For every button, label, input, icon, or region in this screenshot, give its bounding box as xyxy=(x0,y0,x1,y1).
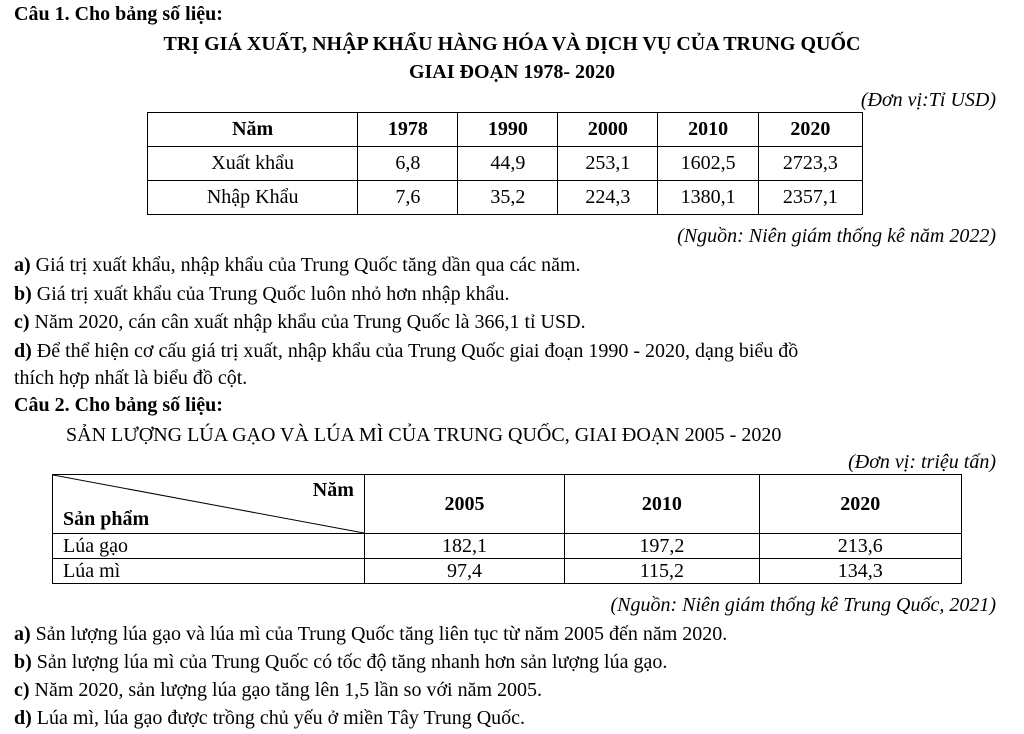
table-row xyxy=(53,559,962,584)
row-label: Lúa mì xyxy=(53,559,365,584)
statement-text: Để thể hiện cơ cấu giá trị xuất, nhập khẩu của Trung Quốc giai đoạn 1990 - 2020, dạng biểu đồ xyxy=(31,340,799,362)
q1-statement-a xyxy=(14,253,581,277)
header-year-label: Năm xyxy=(312,479,354,501)
statement-text: Giá trị xuất khẩu của Trung Quốc luôn nhỏ hơn nhập khẩu. xyxy=(31,283,510,305)
q1-source: (Nguồn: Niên giám thống kê năm 2022) xyxy=(677,225,996,247)
table-cell: 134,3 xyxy=(759,559,961,584)
table-cell: 44,9 xyxy=(458,147,558,181)
statement-text: Năm 2020, sản lượng lúa gạo tăng lên 1,5 lần so với năm 2005. xyxy=(29,679,543,701)
row-label: Nhập Khẩu xyxy=(148,181,358,215)
q2-title: SẢN LƯỢNG LÚA GẠO VÀ LÚA MÌ CỦA TRUNG QUỐC, GIAI ĐOẠN 2005 - 2020 xyxy=(66,424,782,446)
statement-text: Lúa mì, lúa gạo được trồng chủ yếu ở miền Tây Trung Quốc. xyxy=(31,707,526,729)
row-label: Xuất khẩu xyxy=(148,147,358,181)
statement-text: Giá trị xuất khẩu, nhập khẩu của Trung Quốc tăng dần qua các năm. xyxy=(30,254,581,276)
statement-text: Năm 2020, cán cân xuất nhập khẩu của Trung Quốc là 366,1 tỉ USD. xyxy=(29,311,586,333)
diagonal-header-cell xyxy=(53,475,365,534)
q1-statement-c xyxy=(14,310,586,334)
q2-statement-d xyxy=(14,706,525,730)
statement-label: b) xyxy=(14,651,32,673)
table-cell: 182,1 xyxy=(364,534,564,559)
table-cell: 224,3 xyxy=(558,181,658,215)
statement-label: d) xyxy=(14,707,32,729)
table-cell: 6,8 xyxy=(358,147,458,181)
q2-statement-c xyxy=(14,678,542,702)
table-cell: 253,1 xyxy=(558,147,658,181)
header-cell: 2000 xyxy=(558,113,658,147)
header-cell: 2010 xyxy=(658,113,758,147)
table-row xyxy=(148,147,863,181)
q1-statement-d-cont: thích hợp nhất là biểu đồ cột. xyxy=(14,367,248,389)
header-cell: 2010 xyxy=(565,475,759,534)
statement-label: a) xyxy=(14,254,31,276)
statement-label: c) xyxy=(14,311,30,333)
table-cell: 1602,5 xyxy=(658,147,758,181)
table-cell: 2723,3 xyxy=(758,147,862,181)
row-label: Lúa gạo xyxy=(53,534,365,559)
table-row xyxy=(53,534,962,559)
table-cell: 97,4 xyxy=(364,559,564,584)
statement-label: a) xyxy=(14,623,31,645)
header-cell: 1990 xyxy=(458,113,558,147)
q2-heading: Câu 2. Cho bảng số liệu: xyxy=(14,394,223,416)
table-header-row xyxy=(53,475,962,534)
q1-title-line2: GIAI ĐOẠN 1978- 2020 xyxy=(408,61,616,83)
q1-data-table xyxy=(147,112,863,215)
table-row xyxy=(148,181,863,215)
q1-unit: (Đơn vị:Tỉ USD) xyxy=(860,89,996,111)
q2-source: (Nguồn: Niên giám thống kê Trung Quốc, 2021) xyxy=(610,594,996,616)
q2-statement-a xyxy=(14,622,727,646)
table-cell: 197,2 xyxy=(565,534,759,559)
q1-statement-d xyxy=(14,339,798,363)
header-cell: Năm xyxy=(148,113,358,147)
statement-text: Sản lượng lúa gạo và lúa mì của Trung Quốc tăng liên tục từ năm 2005 đến năm 2020. xyxy=(30,623,728,645)
q1-heading: Câu 1. Cho bảng số liệu: xyxy=(14,3,223,25)
q2-unit: (Đơn vị: triệu tấn) xyxy=(848,451,996,473)
table-cell: 1380,1 xyxy=(658,181,758,215)
statement-label: c) xyxy=(14,679,30,701)
statement-label: b) xyxy=(14,283,32,305)
q1-title-line1: TRỊ GIÁ XUẤT, NHẬP KHẨU HÀNG HÓA VÀ DỊCH VỤ CỦA TRUNG QUỐC xyxy=(163,33,861,55)
header-cell: 1978 xyxy=(358,113,458,147)
q2-data-table xyxy=(52,474,962,584)
table-header-row xyxy=(148,113,863,147)
table-cell: 115,2 xyxy=(565,559,759,584)
table-cell: 35,2 xyxy=(458,181,558,215)
header-cell: 2020 xyxy=(759,475,961,534)
header-product-label: Sản phẩm xyxy=(63,508,150,530)
statement-label: d) xyxy=(14,340,32,362)
table-cell: 213,6 xyxy=(759,534,961,559)
table-cell: 7,6 xyxy=(358,181,458,215)
q2-statement-b xyxy=(14,650,667,674)
header-cell: 2020 xyxy=(758,113,862,147)
header-cell: 2005 xyxy=(364,475,564,534)
statement-text: Sản lượng lúa mì của Trung Quốc có tốc độ tăng nhanh hơn sản lượng lúa gạo. xyxy=(31,651,668,673)
table-cell: 2357,1 xyxy=(758,181,862,215)
q1-statement-b xyxy=(14,282,510,306)
